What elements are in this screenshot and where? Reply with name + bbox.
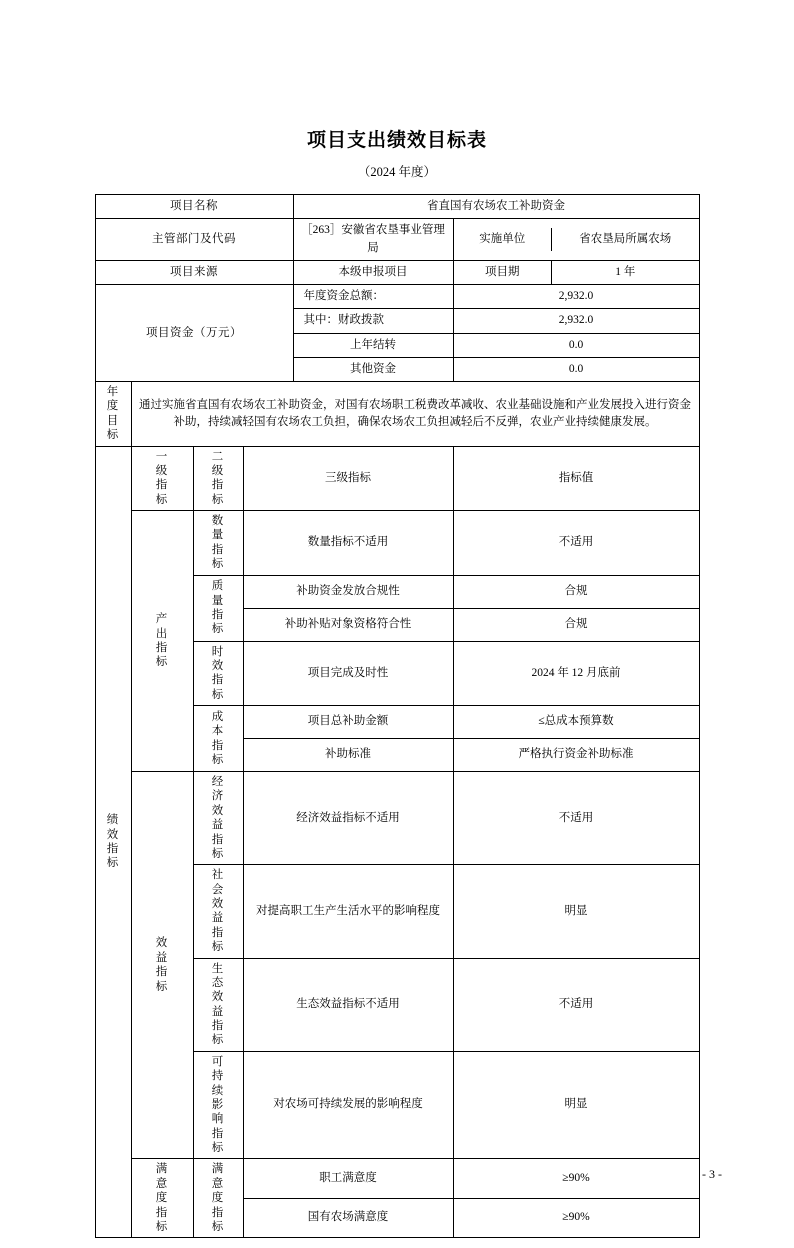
- indicator-level3: 项目完成及时性: [243, 641, 453, 706]
- table-row-indicator: [95, 511, 699, 576]
- indicator-level3: 生态效益指标不适用: [243, 958, 453, 1051]
- unit-value: 省农垦局所属农场: [579, 232, 672, 245]
- indicator-value: 明显: [453, 1051, 699, 1159]
- source-value: 本级申报项目: [293, 260, 453, 284]
- source-label: 项目来源: [95, 260, 293, 284]
- header-level2: 二级指标: [193, 446, 243, 511]
- indicator-level2: 可持续影响指标: [193, 1051, 243, 1159]
- document-page: [0, 125, 794, 1248]
- header-level3: 三级指标: [243, 446, 453, 511]
- table-row-source: [95, 260, 699, 284]
- indicator-value: 明显: [453, 865, 699, 958]
- table-row-annual-goal: [95, 382, 699, 447]
- indicator-level3: 经济效益指标不适用: [243, 772, 453, 865]
- table-row-funds-total: [95, 285, 699, 309]
- indicator-level1: 效益指标: [131, 772, 193, 1159]
- annual-goal-label: 年度目标: [95, 382, 131, 447]
- indicator-level3: 职工满意度: [243, 1159, 453, 1198]
- performance-target-table: [95, 194, 700, 1238]
- funds-item-value: 2,932.0: [453, 309, 699, 333]
- indicator-value: 不适用: [453, 511, 699, 576]
- department-value: ［263］安徽省农垦事业管理局: [293, 219, 453, 261]
- header-level1: 一级指标: [131, 446, 193, 511]
- indicator-level1: 满意度指标: [131, 1159, 193, 1238]
- indicator-value: 合规: [453, 608, 699, 641]
- indicator-value: 不适用: [453, 958, 699, 1051]
- indicator-level3: 补助资金发放合规性: [243, 575, 453, 608]
- table-row-department: [95, 219, 699, 261]
- funds-item-name: 其他资金: [293, 357, 453, 381]
- indicator-level2: 时效指标: [193, 641, 243, 706]
- project-name-value: 省直国有农场农工补助资金: [293, 195, 699, 219]
- indicator-value: ≥90%: [453, 1198, 699, 1237]
- indicator-level3: 对农场可持续发展的影响程度: [243, 1051, 453, 1159]
- indicator-level2: 社会效益指标: [193, 865, 243, 958]
- unit-cell: [453, 219, 699, 261]
- indicator-value: 不适用: [453, 772, 699, 865]
- indicator-level3: 国有农场满意度: [243, 1198, 453, 1237]
- indicator-level2: 成本指标: [193, 706, 243, 772]
- indicator-value: 合规: [453, 575, 699, 608]
- table-row-indicator-header: [95, 446, 699, 511]
- department-label: 主管部门及代码: [95, 219, 293, 261]
- indicator-level3: 补助标准: [243, 739, 453, 772]
- funds-item-name: 其中：财政拨款: [293, 309, 453, 333]
- indicator-value: 2024 年 12 月底前: [453, 641, 699, 706]
- indicator-level2: 质量指标: [193, 575, 243, 641]
- table-row-indicator: [95, 772, 699, 865]
- period-label: 项目期: [454, 261, 552, 284]
- table-row-indicator: [95, 1159, 699, 1198]
- performance-label: 绩效指标: [95, 446, 131, 1238]
- annual-goal-text: 通过实施省直国有农场农工补助资金，对国有农场职工税费改革减收、农业基础设施和产业发展投入进行资金补助，持续减轻国有农场农工负担，确保农场农工负担减轻后不反弹，农业产业持续健康发展。: [131, 382, 699, 447]
- indicator-level3: 数量指标不适用: [243, 511, 453, 576]
- table-row-project-name: [95, 195, 699, 219]
- indicator-level1: 产出指标: [131, 511, 193, 772]
- indicator-level2: 经济效益指标: [193, 772, 243, 865]
- indicator-level2: 生态效益指标: [193, 958, 243, 1051]
- funds-item-name: 年度资金总额：: [293, 285, 453, 309]
- funds-item-value: 2,932.0: [453, 285, 699, 309]
- indicator-value: ≤总成本预算数: [453, 706, 699, 739]
- indicator-level3: 对提高职工生产生活水平的影响程度: [243, 865, 453, 958]
- page-number: - 3 -: [702, 1167, 722, 1181]
- period-value: 1 年: [615, 265, 636, 278]
- page-title: 项目支出绩效目标表: [306, 130, 487, 151]
- indicator-level2: 满意度指标: [193, 1159, 243, 1238]
- indicator-level2: 数量指标: [193, 511, 243, 576]
- unit-label: 实施单位: [454, 228, 552, 251]
- indicator-value: ≥90%: [453, 1159, 699, 1198]
- page-subtitle: （2024 年度）: [357, 165, 437, 179]
- funds-item-value: 0.0: [453, 357, 699, 381]
- project-name-label: 项目名称: [95, 195, 293, 219]
- funds-label: 项目资金（万元）: [95, 285, 293, 382]
- indicator-level3: 补助补贴对象资格符合性: [243, 608, 453, 641]
- indicator-level3: 项目总补助金额: [243, 706, 453, 739]
- funds-item-name: 上年结转: [293, 333, 453, 357]
- funds-item-value: 0.0: [453, 333, 699, 357]
- period-cell: [453, 260, 699, 284]
- indicator-value: 严格执行资金补助标准: [453, 739, 699, 772]
- header-value: 指标值: [453, 446, 699, 511]
